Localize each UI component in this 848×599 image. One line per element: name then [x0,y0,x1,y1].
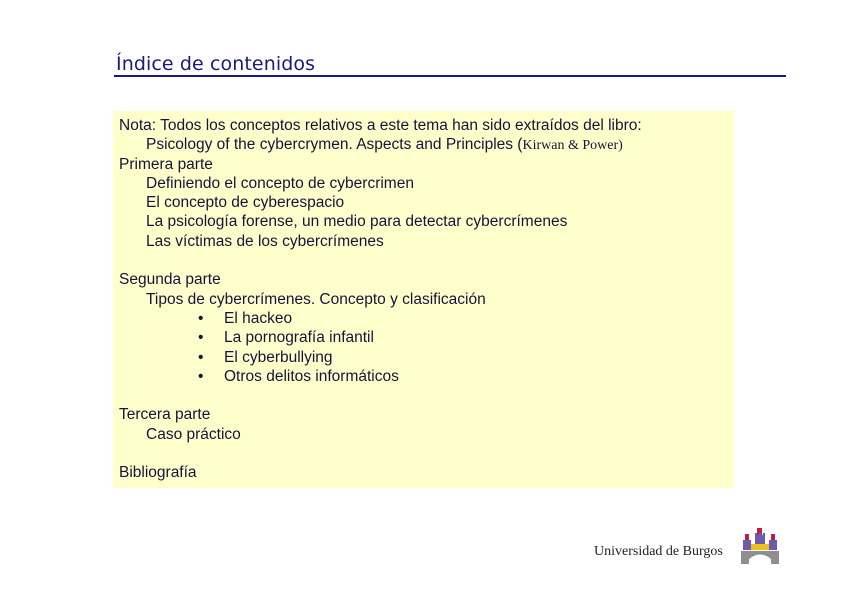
part1-item: Las víctimas de los cybercrímenes [146,232,384,250]
note-book-line [119,135,728,154]
part1-item: Definiendo el concepto de cybercrimen [146,174,414,192]
bullet-icon: • [198,367,204,385]
part1-item: El concepto de cyberespacio [146,194,345,212]
slide-title: Índice de contenidos [116,53,316,75]
spacer [119,386,728,405]
bullet-item [119,309,728,328]
bullet-text: Otros delitos informáticos [224,367,399,385]
bullet-item [119,367,728,386]
bibliography-heading: Bibliografía [119,464,197,482]
title-underline [114,75,786,77]
part1-item: La psicología forense, un medio para detectar cybercrímenes [146,213,568,231]
part3-item: Caso práctico [146,425,241,443]
bullet-icon: • [198,348,204,366]
part3-title: Tercera parte [119,406,211,424]
castle-icon [740,526,780,566]
bullet-icon: • [198,329,204,347]
note-book-title: Psicology of the cybercrymen. Aspects and Principles ( [146,136,523,154]
note-authors: Kirwan & Power) [522,138,623,154]
bullet-text: El hackeo [224,309,293,327]
content-box [113,111,734,488]
spacer [119,251,728,270]
part2-title: Segunda parte [119,271,221,289]
bullet-icon: • [198,309,204,327]
bullet-text: El cyberbullying [224,348,333,366]
footer-institution: Universidad de Burgos [594,544,723,559]
bullet-item [119,328,728,347]
part2-subtitle: Tipos de cybercrímenes. Concepto y clasificación [146,290,486,308]
note-line: Nota: Todos los conceptos relativos a este tema han sido extraídos del libro: [119,117,642,134]
part1-title: Primera parte [119,155,213,173]
bullet-text: La pornografía infantil [224,329,374,347]
spacer [119,444,728,463]
bullet-item [119,348,728,367]
